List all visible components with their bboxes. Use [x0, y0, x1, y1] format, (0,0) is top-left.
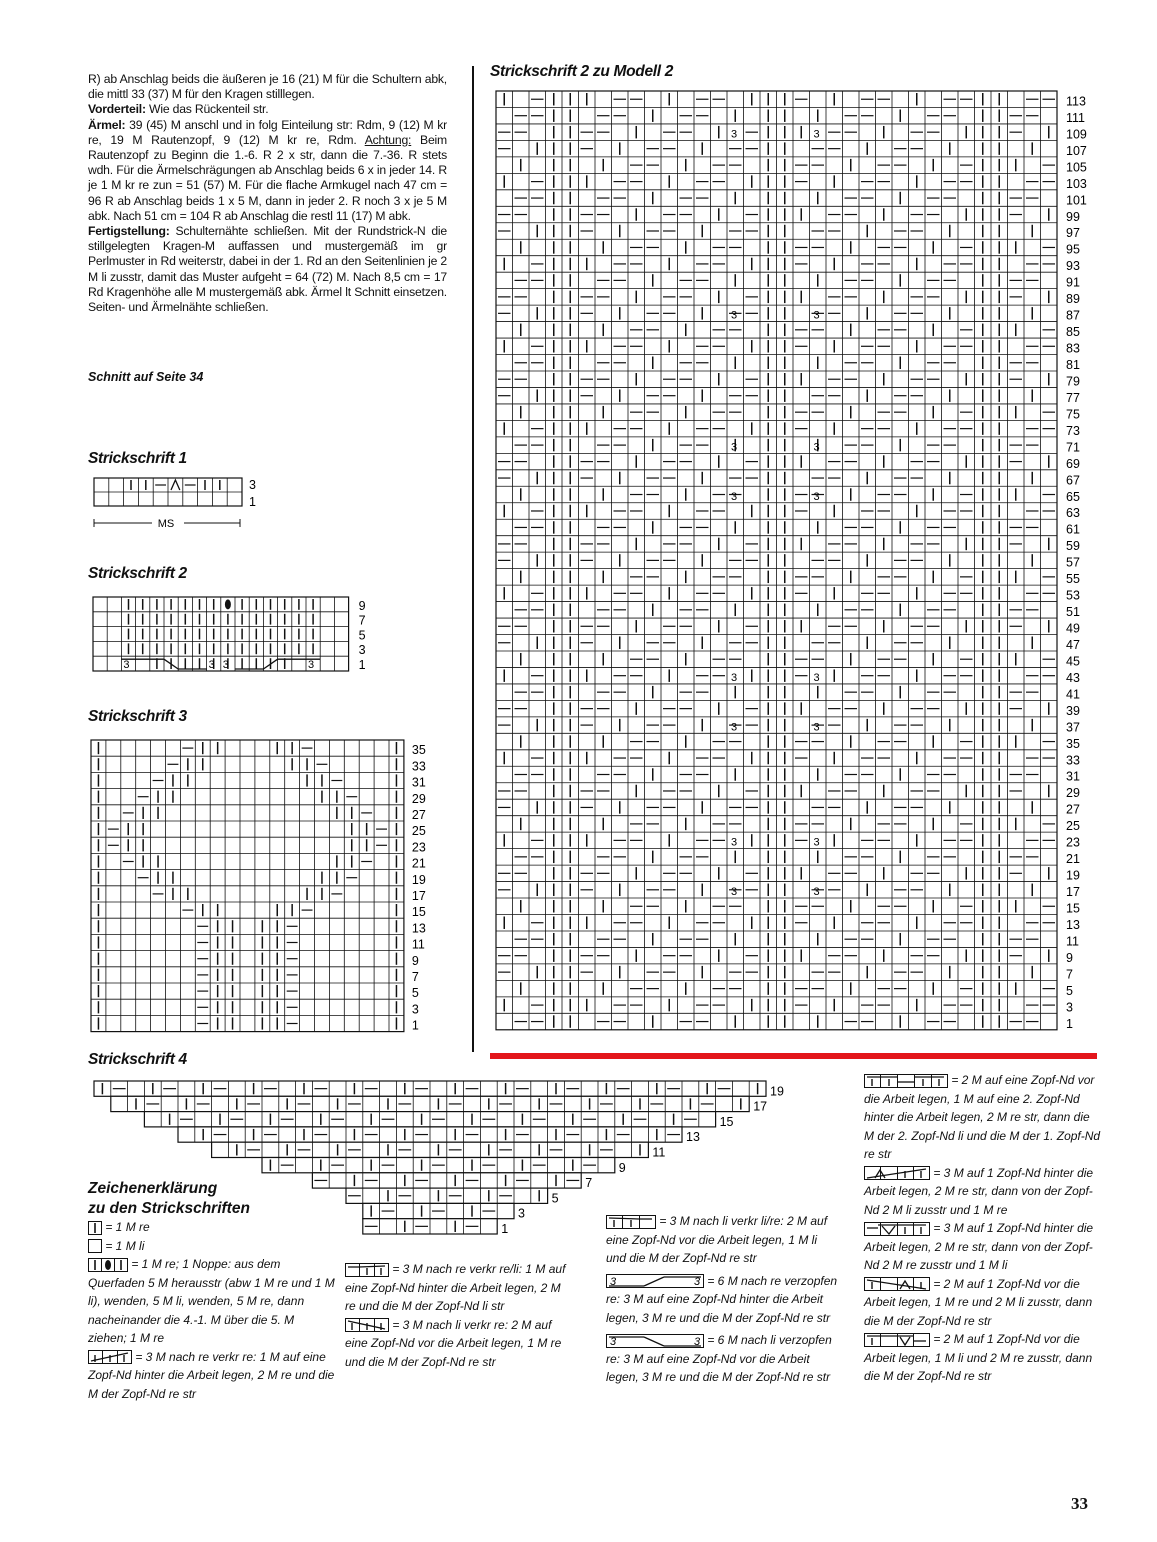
main-row-43: 43 — [1066, 670, 1080, 685]
main-row-37: 37 — [1066, 720, 1080, 735]
dec-right-knit-symbol-icon — [864, 1166, 930, 1180]
legend-six-left-text: = 6 M nach li verzopfen re: 3 M auf eine Zopf-Nd vor die Arbeit legen, 3 M re und die M der Zopf-Nd re str — [606, 1333, 832, 1384]
chart1-grid — [94, 478, 242, 506]
main-row-101: 101 — [1066, 193, 1087, 208]
main-row-85: 85 — [1066, 325, 1080, 340]
chart2-row-9: 9 — [358, 598, 366, 613]
chart4-row-9: 9 — [618, 1160, 626, 1175]
vorderteil-text: Wie das Rückenteil str. — [145, 102, 269, 117]
main-cable-number-7-1: 3 — [813, 886, 820, 899]
legend-six-right-text: = 6 M nach re verzopfen re: 3 M auf eine Zopf-Nd hinter die Arbeit legen, 3 M re und die M der Zopf-Nd re str — [606, 1273, 838, 1325]
legend-item-six-left — [606, 1331, 838, 1387]
legend-dec-left-purl-text: = 2 M auf 1 Zopf-Nd vor die Arbeit legen, 1 M li und 2 M re zusstr, dann die M der Zopf-Nd re str — [864, 1332, 1093, 1383]
main-row-3: 3 — [1066, 1000, 1073, 1015]
six-right-cable-n2: 3 — [694, 1276, 701, 1289]
main-row-113: 113 — [1066, 94, 1086, 109]
chart2-row-1: 1 — [358, 658, 366, 672]
chart4-row-19: 19 — [770, 1084, 784, 1099]
legend-left-cross-text: = 3 M nach li verkr re: 2 M auf eine Zopf-Nd vor die Arbeit legen, 1 M re und die M der Zopf-Nd re str — [345, 1317, 562, 1369]
legend-col1 — [88, 1218, 336, 1403]
dec-left-purl-symbol-icon — [864, 1333, 930, 1347]
main-row-19: 19 — [1066, 868, 1080, 883]
main-row-109: 109 — [1066, 127, 1087, 142]
main-row-111: 111 — [1066, 110, 1086, 125]
main-cable-number-4-0: 3 — [731, 671, 738, 684]
fertigstellung-text: Schulternähte schließen. Mit der Rundstrick-N die stillgelegten Kragen-M auffassen und mustergemäß im gr Perlmuster in Rd weiterstr, dabei in der 1. Rd an den Seitenlinien je 2 M li zusstr, damit das Muster aufgeht = 64 (72) M. Nach 8,5 cm = 17 Rd Kragenhöhe alle M mustergemäß abk. Ärmel lt Schnitt einsetzen. Seiten- und Ärmelnähte schließen. — [88, 224, 447, 315]
main-row-9: 9 — [1066, 950, 1073, 965]
main-row-41: 41 — [1066, 687, 1080, 702]
main-row-53: 53 — [1066, 588, 1080, 603]
legend-bobble-text: = 1 M re; 1 Noppe: aus dem Querfaden 5 M herausstr (abw 1 M re und 1 M li), wenden, 5 M li, wenden, 5 M re, dann nacheinander die 4.-1. M über die 5. M ziehen; 1 M re — [88, 1257, 335, 1345]
main-row-7: 7 — [1066, 967, 1073, 982]
chart4-row-3: 3 — [518, 1206, 525, 1221]
main-row-83: 83 — [1066, 341, 1080, 356]
aermel-label: Ärmel: — [88, 117, 126, 132]
aermel-text-1: 39 (45) M anschl und in folg Einteilung str: Rdm, 9 (12) M kr re, 19 M Rautenzopf, 9 (12) M kr re, Rdm. — [88, 117, 447, 147]
main-row-47: 47 — [1066, 637, 1080, 652]
main-row-45: 45 — [1066, 654, 1080, 669]
chart3-row-17: 17 — [411, 889, 426, 903]
chart3-row-5: 5 — [411, 986, 419, 1001]
fertigstellung-label: Fertigstellung: — [88, 224, 170, 239]
chart2-cable-number-a: 3 — [123, 659, 130, 671]
chart1-ms-label: MS — [157, 518, 175, 530]
chart3-row-29: 29 — [411, 791, 426, 806]
main-row-27: 27 — [1066, 802, 1080, 817]
main-row-93: 93 — [1066, 259, 1080, 274]
double-cross-symbol-icon — [864, 1074, 948, 1088]
main-cable-number-2-1: 3 — [813, 441, 820, 454]
main-row-89: 89 — [1066, 292, 1080, 307]
main-row-1: 1 — [1066, 1016, 1073, 1031]
main-cable-number-0-1: 3 — [813, 128, 820, 141]
legend-dec-right-purl-text: = 3 M auf 1 Zopf-Nd hinter die Arbeit legen, 2 M re str, dann von der Zopf-Nd 2 M re zusstr und 1 M li — [864, 1221, 1094, 1272]
main-cable-number-7-0: 3 — [731, 886, 738, 899]
left-cross-purl-symbol-icon — [606, 1215, 656, 1229]
chart3-row-11: 11 — [411, 937, 425, 952]
legend-left-cross-purl-text: = 3 M nach li verkr li/re: 2 M auf eine Zopf-Nd vor die Arbeit legen, 1 M li und die M der Zopf-Nd re str — [606, 1214, 828, 1265]
main-row-77: 77 — [1066, 390, 1080, 405]
main-cable-number-1-1: 3 — [813, 309, 820, 322]
legend-item-left-cross-purl — [606, 1212, 838, 1268]
right-cross-purl-symbol-icon — [345, 1263, 389, 1277]
chart4-row-13: 13 — [686, 1130, 700, 1145]
legend-col4 — [864, 1071, 1102, 1386]
chart1-row-1: 1 — [249, 495, 256, 509]
chart3-row-labels — [412, 743, 426, 1032]
six-left-cable-symbol-icon — [606, 1334, 704, 1348]
legend-right-cross-purl-text: = 3 M nach re verkr re/li: 1 M auf eine Zopf-Nd hinter die Arbeit legen, 2 M re und die M der Zopf-Nd li str — [345, 1262, 566, 1313]
main-row-57: 57 — [1066, 555, 1080, 570]
chart3-row-33: 33 — [411, 759, 426, 774]
aermel-text-2: Beim Rautenzopf zu Beginn die 1.-6. R 2 x str, dann die 7.-36. R stets wdh. Für die Ärmelschrägungen ab Anschlag beids 6 x in jeder 14. R je 1 M kr re zun = 51 (57) M. Für die flache Armkugel nach 47 cm = 96 R ab Anschlag beids 1 x 5 M, dann in jeder 2. R noch 3 x je 5 M abk. Nach 51 cm = 104 R ab Anschlag die restl 11 (17) M abk. — [88, 132, 447, 223]
chart2-cable-number-c: 3 — [222, 659, 229, 671]
main-row-73: 73 — [1066, 423, 1080, 438]
chart2-bobble-mark — [225, 599, 231, 609]
main-row-87: 87 — [1066, 308, 1080, 323]
main-cable-number-1-0: 3 — [731, 309, 738, 322]
legend-item-left-cross — [345, 1316, 573, 1372]
main-row-29: 29 — [1066, 786, 1080, 801]
main-row-75: 75 — [1066, 407, 1080, 422]
legend-item-double-cross — [864, 1071, 1102, 1164]
main-row-107: 107 — [1066, 143, 1087, 158]
six-left-cable-n2: 3 — [694, 1335, 701, 1348]
main-row-103: 103 — [1066, 176, 1087, 191]
chart2-cable-number-d: 3 — [308, 659, 315, 671]
main-cable-number-3-1: 3 — [813, 490, 820, 503]
knit-symbol-icon — [88, 1221, 102, 1235]
main-chart-grid — [496, 91, 1057, 1030]
main-row-95: 95 — [1066, 242, 1080, 257]
legend-item-knit — [88, 1218, 336, 1237]
chart3-row-7: 7 — [411, 970, 419, 984]
chart2-title: Strickschrift 2 — [88, 565, 187, 582]
chart4-row-5: 5 — [551, 1191, 559, 1206]
main-row-15: 15 — [1066, 901, 1080, 916]
legend-purl-text: = 1 M li — [105, 1238, 145, 1253]
chart1-row-3: 3 — [249, 478, 256, 492]
vorderteil-label: Vorderteil: — [88, 102, 146, 117]
legend-item-dec-right-purl — [864, 1219, 1102, 1275]
main-row-31: 31 — [1066, 769, 1080, 784]
chart4-row-11: 11 — [652, 1145, 666, 1160]
main-row-11: 11 — [1066, 934, 1079, 949]
main-row-39: 39 — [1066, 703, 1080, 718]
chart3-row-19: 19 — [411, 872, 426, 887]
main-row-13: 13 — [1066, 917, 1080, 932]
chart4-row-15: 15 — [719, 1114, 734, 1129]
main-cable-number-6-1: 3 — [813, 836, 820, 849]
chart4-title: Strickschrift 4 — [88, 1051, 187, 1068]
main-row-91: 91 — [1066, 275, 1080, 290]
chart2-grid — [93, 597, 349, 671]
chart3-row-9: 9 — [411, 953, 419, 968]
legend-heading-1: Zeichenerklärung — [88, 1180, 218, 1197]
chart3-grid — [91, 740, 404, 1032]
legend-col3 — [606, 1212, 838, 1387]
legend-item-dec-left-knit — [864, 1275, 1102, 1331]
main-cable-number-5-1: 3 — [813, 721, 820, 734]
chart2-row-3: 3 — [358, 643, 366, 658]
chart3-row-15: 15 — [411, 905, 426, 920]
red-rule — [490, 1053, 1097, 1059]
main-row-79: 79 — [1066, 374, 1080, 389]
achtung-label: Achtung: — [364, 132, 412, 147]
main-row-55: 55 — [1066, 572, 1080, 587]
chart2-row-5: 5 — [358, 628, 366, 643]
chart3-row-1: 1 — [411, 1018, 419, 1033]
main-chart-title: Strickschrift 2 zu Modell 2 — [490, 63, 674, 80]
main-row-5: 5 — [1066, 983, 1073, 998]
chart3-row-3: 3 — [411, 1002, 419, 1017]
right-cross-symbol-icon — [88, 1350, 132, 1364]
chart4-row-1: 1 — [501, 1222, 509, 1236]
chart3-row-23: 23 — [411, 840, 426, 855]
chart2-row-labels — [359, 599, 366, 672]
purl-symbol-icon — [88, 1239, 102, 1253]
bobble-symbol-icon — [88, 1258, 128, 1272]
main-row-71: 71 — [1066, 440, 1080, 455]
legend-item-six-right — [606, 1272, 838, 1328]
main-row-21: 21 — [1066, 852, 1080, 867]
main-row-23: 23 — [1066, 835, 1080, 850]
main-row-61: 61 — [1066, 522, 1080, 537]
legend-heading-2: zu den Strickschriften — [88, 1200, 250, 1217]
legend-dec-left-knit-text: = 2 M auf 1 Zopf-Nd vor die Arbeit legen, 1 M re und 2 M li zusstr, dann die M der Zopf-Nd re str — [864, 1276, 1093, 1328]
main-cable-number-6-0: 3 — [731, 836, 738, 849]
chart3-title: Strickschrift 3 — [88, 708, 187, 725]
intro-text — [88, 72, 447, 315]
chart3-row-21: 21 — [411, 856, 426, 871]
chart4-row-7: 7 — [585, 1176, 593, 1191]
chart2 — [88, 594, 388, 680]
main-row-69: 69 — [1066, 456, 1080, 471]
chart3-row-31: 31 — [411, 775, 426, 790]
main-cable-number-4-1: 3 — [813, 671, 820, 684]
chart2-cable-number-b: 3 — [208, 659, 215, 671]
chart3 — [88, 737, 433, 1037]
main-row-67: 67 — [1066, 473, 1080, 488]
main-row-105: 105 — [1066, 160, 1087, 175]
legend-double-cross-text: = 2 M auf eine Zopf-Nd vor die Arbeit legen, 1 M auf eine 2. Zopf-Nd hinter die Arbeit legen, 2 M re str, dann die M der 2. Zopf-Nd li und die M der 1. Zopf-Nd re str — [864, 1073, 1101, 1161]
six-right-cable-n1: 3 — [610, 1276, 617, 1289]
legend-item-bobble — [88, 1255, 336, 1348]
main-row-59: 59 — [1066, 539, 1080, 554]
legend-col2 — [345, 1260, 573, 1371]
dec-left-knit-symbol-icon — [864, 1277, 930, 1291]
main-row-99: 99 — [1066, 209, 1080, 224]
chart1-title: Strickschrift 1 — [88, 450, 187, 467]
six-left-cable-n1: 3 — [610, 1335, 617, 1348]
dec-right-purl-symbol-icon — [864, 1222, 930, 1236]
legend-right-cross-text: = 3 M nach re verkr re: 1 M auf eine Zopf-Nd hinter die Arbeit legen, 2 M re und die M der Zopf-Nd re str — [88, 1349, 335, 1401]
main-cable-number-5-0: 3 — [731, 721, 738, 734]
main-cable-number-2-0: 3 — [731, 441, 738, 454]
main-cable-number-0-0: 3 — [731, 128, 738, 141]
main-row-63: 63 — [1066, 506, 1080, 521]
main-chart — [494, 88, 1094, 1038]
main-row-65: 65 — [1066, 489, 1080, 504]
main-cable-number-3-0: 3 — [731, 490, 738, 503]
chart1 — [88, 474, 263, 536]
main-row-33: 33 — [1066, 753, 1080, 768]
chart3-row-35: 35 — [411, 743, 426, 758]
chart3-row-27: 27 — [411, 808, 426, 822]
six-right-cable-symbol-icon — [606, 1274, 704, 1288]
legend-heading — [88, 1179, 250, 1219]
chart3-row-25: 25 — [411, 824, 426, 839]
legend-dec-right-knit-text: = 3 M auf 1 Zopf-Nd hinter die Arbeit legen, 2 M re str, dann von der Zopf-Nd 2 M li zusstr und 1 M re — [864, 1165, 1094, 1217]
schnitt-reference: Schnitt auf Seite 34 — [88, 370, 204, 384]
main-row-97: 97 — [1066, 226, 1080, 241]
main-row-51: 51 — [1066, 605, 1080, 620]
left-cross-symbol-icon — [345, 1318, 389, 1332]
legend-item-dec-left-purl — [864, 1330, 1102, 1386]
main-chart-row-labels — [1066, 94, 1087, 1030]
legend-knit-text: = 1 M re — [105, 1220, 150, 1234]
page-number: 33 — [1071, 1494, 1088, 1513]
legend-item-right-cross-purl — [345, 1260, 573, 1316]
column-divider — [472, 66, 474, 1052]
main-row-81: 81 — [1066, 357, 1080, 372]
chart3-row-13: 13 — [411, 921, 426, 936]
legend-item-dec-right-knit — [864, 1164, 1102, 1220]
legend-item-purl — [88, 1237, 336, 1256]
legend-item-right-cross — [88, 1348, 336, 1404]
main-row-25: 25 — [1066, 819, 1080, 834]
main-row-35: 35 — [1066, 736, 1080, 751]
chart2-row-7: 7 — [358, 613, 366, 628]
chart4-row-17: 17 — [753, 1099, 768, 1114]
intro-line1: R) ab Anschlag beids die äußeren je 16 (21) M für die Schultern abk, die mittl 33 (37) M für den Kragen stilllegen. — [88, 72, 447, 102]
main-row-17: 17 — [1066, 885, 1080, 900]
main-row-49: 49 — [1066, 621, 1080, 636]
